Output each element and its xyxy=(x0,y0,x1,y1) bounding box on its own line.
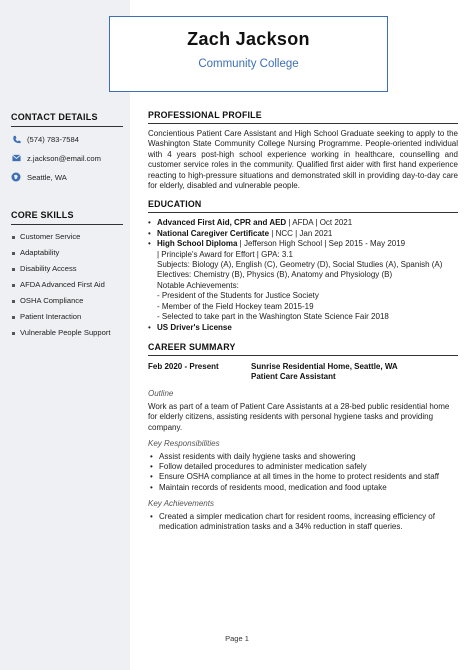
main-content xyxy=(148,110,458,532)
skills-section xyxy=(11,210,123,344)
education-detail: - Member of the Field Hockey team 2015-19 xyxy=(157,301,314,311)
skill-item: Disability Access xyxy=(11,264,123,274)
education-detail: Electives: Chemistry (B), Physics (B), Anatomy and Physiology (B) xyxy=(157,270,393,280)
skill-item: AFDA Advanced First Aid xyxy=(11,280,123,290)
contact-email xyxy=(11,153,123,163)
skill-item: Customer Service xyxy=(11,232,123,242)
responsibilities-label: Key Responsibilities xyxy=(148,438,220,448)
education-item: • Advanced First Aid, CPR and AED | AFDA | Oct 2021 xyxy=(148,218,458,228)
education-item: • National Caregiver Certificate | NCC | Jan 2021 xyxy=(148,229,458,239)
job-employer: Sunrise Residential Home, Seattle, WA xyxy=(251,361,398,371)
profile-text: Concientious Patient Care Assistant and High School Graduate seeking to apply to the Washington State Community College Nursing Programme. People-oriented individual with 4 years post-high school experience working in healthcare, counselling and customer service roles in the community. Qualified first aider with first hand experience reacting to high-pressure situations and demonstrated skill in providing day-to-day care for elderly, disabled and vulnerable people. xyxy=(148,129,458,191)
education-detail: | Principle's Award for Effort | GPA: 3.1 xyxy=(157,249,293,259)
career-title: CAREER SUMMARY xyxy=(148,342,458,356)
outline-label: Outline xyxy=(148,388,174,398)
phone-icon xyxy=(11,134,21,144)
profile-title: PROFESSIONAL PROFILE xyxy=(148,110,458,124)
contact-location-text: Seattle, WA xyxy=(27,172,67,182)
responsibility-item: • Assist residents with daily hygiene tasks and showering xyxy=(148,452,458,462)
skill-item: OSHA Compliance xyxy=(11,296,123,306)
job-role: Patient Care Assistant xyxy=(251,372,336,382)
header-subtitle: Community College xyxy=(198,58,299,70)
contact-phone-text: (574) 783-7584 xyxy=(27,134,79,144)
responsibility-item: • Ensure OSHA compliance at all times in the home to protect residents and staff xyxy=(148,472,458,482)
skill-item: Vulnerable People Support xyxy=(11,328,123,338)
outline-text: Work as part of a team of Patient Care Assistants at a 28-bed public residential home for elderly citizens, assisting residents with personal hygiene tasks and providing company. xyxy=(148,401,450,432)
education-list xyxy=(148,218,458,332)
education-item: • High School Diploma | Jefferson High School | Sep 2015 - May 2019 | Principle's Award for Effort | GPA: 3.1 Subjects: Biology (A), English (C), Geometry (D), Social Studies (A), Spanish (A) Electives: Chemistry (B), Physics (B), Anatomy and Physiology (B) Notable Achievements: - President of the Students for Justice Society - Member of the Field Hockey team 2015-19 - Selected to take part in the Washington State Science Fair 2018 xyxy=(148,239,458,322)
job-header xyxy=(148,362,458,383)
responsibility-item: • Follow detailed procedures to administer medication safely xyxy=(148,462,458,472)
education-title: EDUCATION xyxy=(148,199,458,213)
job-employer-block xyxy=(251,362,398,383)
responsibility-item: • Maintain records of residents mood, medication and food uptake xyxy=(148,483,458,493)
achievement-item: • Created a simpler medication chart for resident rooms, increasing efficiency of medication administration tasks and a 34% reduction in staff queries. xyxy=(148,512,458,532)
email-icon xyxy=(11,153,21,163)
skill-item: Patient Interaction xyxy=(11,312,123,322)
skill-item: Adaptability xyxy=(11,248,123,258)
header-box xyxy=(109,16,388,92)
education-item: • US Driver's License xyxy=(148,323,458,333)
contact-location xyxy=(11,172,123,182)
achievements-label: Key Achievements xyxy=(148,498,214,508)
job-date: Feb 2020 - Present xyxy=(148,361,219,371)
education-detail: - Selected to take part in the Washington State Science Fair 2018 xyxy=(157,312,389,322)
candidate-name: Zach Jackson xyxy=(187,29,310,49)
contact-phone xyxy=(11,134,123,144)
contact-title: CONTACT DETAILS xyxy=(11,112,123,127)
education-detail: - President of the Students for Justice Society xyxy=(157,291,319,301)
contact-section xyxy=(11,112,123,191)
location-icon xyxy=(11,172,21,182)
achievements-list xyxy=(148,512,458,532)
contact-email-text[interactable]: z.jackson@email.com xyxy=(27,153,101,163)
responsibilities-list xyxy=(148,452,458,493)
skills-title: CORE SKILLS xyxy=(11,210,123,225)
education-detail: Subjects: Biology (A), English (C), Geometry (D), Social Studies (A), Spanish (A) xyxy=(157,260,443,270)
page-number: Page 1 xyxy=(225,634,249,643)
education-detail: Notable Achievements: xyxy=(157,280,239,290)
